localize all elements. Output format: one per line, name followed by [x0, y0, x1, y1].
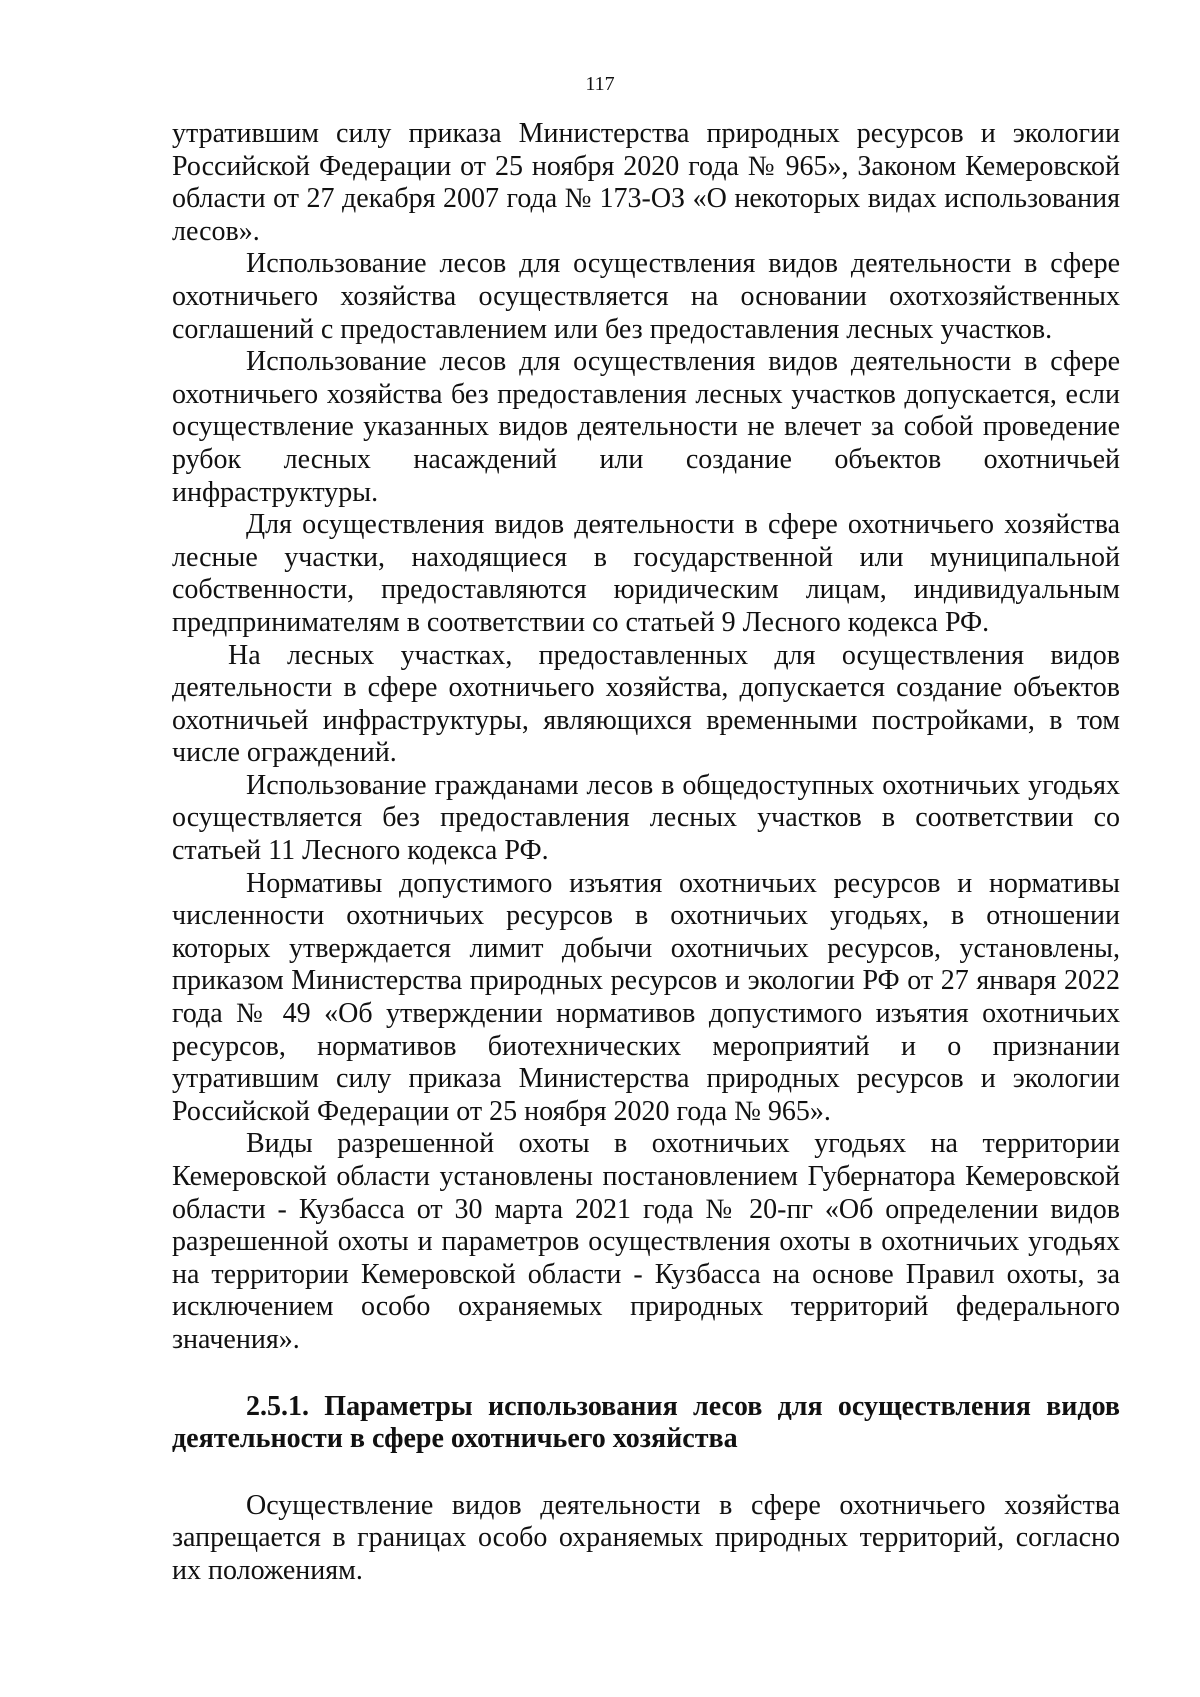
paragraph: Использование гражданами лесов в общедоступных охотничьих угодьях осуществляется без предоставления лесных участков в соответствии со статьей 11 Лесного кодекса РФ.: [172, 769, 1120, 867]
paragraph: Использование лесов для осуществления видов деятельности в сфере охотничьего хозяйства осуществляется на основании охотхозяйственных соглашений с предоставлением или без предоставления лесных участков.: [172, 248, 1120, 345]
paragraph: Использование лесов для осуществления видов деятельности в сфере охотничьего хозяйства без предоставления лесных участков допускается, если осуществление указанных видов деятельности не влечет за собой проведение рубок лесных насаждений или создание объектов охотничьей инфраструктуры.: [172, 346, 1120, 508]
paragraph-continuation: утратившим силу приказа Министерства природных ресурсов и экологии Российской Федерации от 25 ноября 2020 года № 965», Законом Кемеровской области от 27 декабря 2007 года № 173-ОЗ «О некоторых видах использования лесов».: [172, 118, 1120, 247]
document-body: [172, 118, 1120, 1588]
page-number: 117: [585, 73, 615, 95]
paragraph: Осуществление видов деятельности в сфере охотничьего хозяйства запрещается в границах особо охраняемых природных территорий, согласно их положениям.: [172, 1489, 1120, 1586]
paragraph: На лесных участках, предоставленных для осуществления видов деятельности в сфере охотничьего хозяйства, допускается создание объектов охотничьей инфраструктуры, являющихся временными постройками, в том числе ограждений.: [172, 639, 1120, 769]
paragraph: Для осуществления видов деятельности в сфере охотничьего хозяйства лесные участки, находящиеся в государственной или муниципальной собственности, предоставляются юридическим лицам, индивидуальным предпринимателям в соответствии со статьей 9 Лесного кодекса РФ.: [172, 509, 1120, 638]
paragraph: Нормативы допустимого изъятия охотничьих ресурсов и нормативы численности охотничьих ресурсов в охотничьих угодьях, в отношении которых утверждается лимит добычи охотничьих ресурсов, установлены, приказом Министерства природных ресурсов и экологии РФ от 27 января 2022 года № 49 «Об утверждении нормативов допустимого изъятия охотничьих ресурсов, нормативов биотехнических мероприятий и о признании утратившим силу приказа Министерства природных ресурсов и экологии Российской Федерации от 25 ноября 2020 года № 965».: [172, 867, 1120, 1127]
section-heading: 2.5.1. Параметры использования лесов для осуществления видов деятельности в сфере охотничьего хозяйства: [172, 1390, 1120, 1455]
paragraph: Виды разрешенной охоты в охотничьих угодьях на территории Кемеровской области установлены постановлением Губернатора Кемеровской области - Кузбасса от 30 марта 2021 года № 20-пг «Об определении видов разрешенной охоты и параметров осуществления охоты в охотничьих угодьях на территории Кемеровской области - Кузбасса на основе Правил охоты, за исключением особо охраняемых природных территорий федерального значения».: [172, 1128, 1120, 1355]
